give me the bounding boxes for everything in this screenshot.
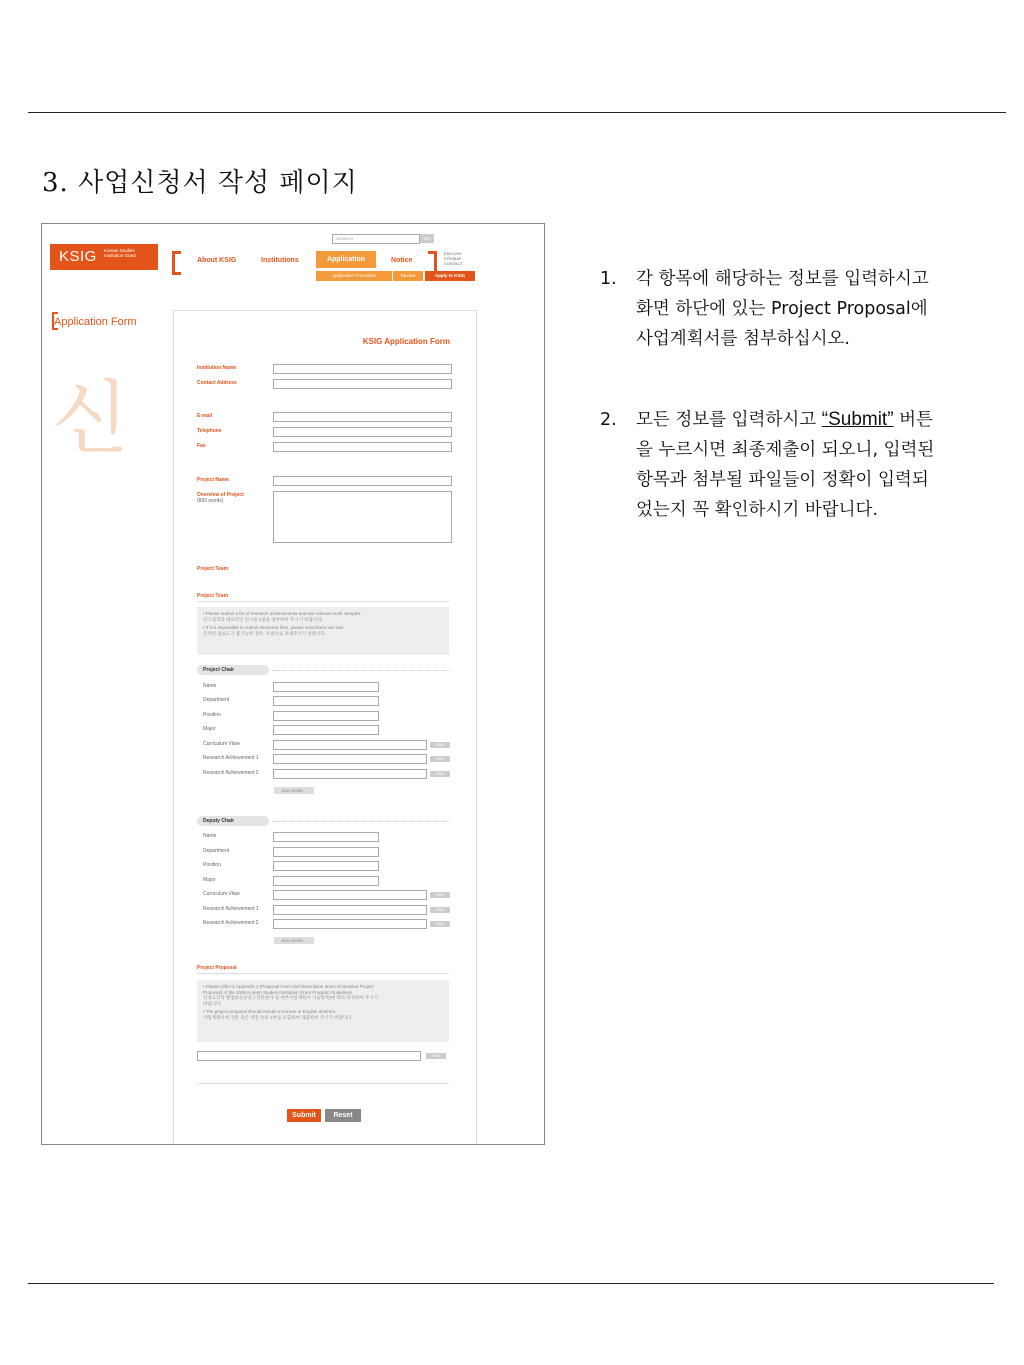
util-english[interactable]: ENGLISH bbox=[444, 251, 462, 256]
proposal-note-line: Proposal) of the 2008 Korean Studies Institution Grant Program Guidelines. bbox=[203, 989, 354, 995]
util-contact[interactable]: CONTACT bbox=[444, 261, 464, 266]
nav-application[interactable]: Application bbox=[316, 251, 376, 268]
deputy-department-input[interactable] bbox=[273, 847, 379, 857]
search-go-button[interactable]: GO bbox=[420, 234, 434, 243]
proposal-note-line: 신청요강의 별첨2(신규연구진흥분야 및 세부사업계획서 기술항목)에 따라 작성하여 주시기 bbox=[203, 995, 379, 1000]
telephone-input[interactable] bbox=[273, 427, 452, 437]
instruction-1-number: 1. bbox=[600, 269, 617, 289]
divider bbox=[272, 670, 450, 671]
deputy-label-ra2: Research Achievement 2 bbox=[203, 920, 259, 926]
chair-label-major: Major bbox=[203, 726, 216, 732]
proposal-note-line: 바랍니다. bbox=[203, 1000, 222, 1006]
chair-major-input[interactable] bbox=[273, 725, 379, 735]
chair-label-cv: Curriculum Vitae bbox=[203, 741, 240, 747]
bottom-rule bbox=[28, 1283, 994, 1284]
logo-ksig-text: KSIG bbox=[59, 248, 97, 265]
chair-ra2-input[interactable] bbox=[273, 769, 427, 779]
label-overview-sub: (800 words) bbox=[197, 498, 224, 504]
deputy-major-input[interactable] bbox=[273, 876, 379, 886]
search-input[interactable]: SEARCH bbox=[332, 234, 420, 244]
deputy-chair-header: Deputy Chair bbox=[197, 816, 269, 826]
subnav-review[interactable]: Review bbox=[393, 271, 423, 281]
chair-ra2-find-button[interactable]: FIND bbox=[430, 771, 450, 777]
instruction-2-post: 버튼 bbox=[893, 410, 933, 430]
proposal-find-button[interactable]: FIND bbox=[426, 1053, 446, 1059]
chair-name-input[interactable] bbox=[273, 682, 379, 692]
application-form-screenshot bbox=[41, 223, 545, 1145]
project-name-input[interactable] bbox=[273, 476, 452, 486]
label-project-proposal: Project Proposal bbox=[197, 965, 237, 971]
chair-department-input[interactable] bbox=[273, 696, 379, 706]
label-overview: Overview of Project bbox=[197, 492, 244, 498]
nav-about-ksig[interactable]: About KSIG bbox=[197, 257, 237, 264]
chair-label-department: Department bbox=[203, 697, 230, 703]
side-title: Application Form bbox=[54, 316, 137, 328]
deputy-label-department: Department bbox=[203, 848, 230, 854]
proposal-note-line: 사업계획서에 국문 혹은 영문 초록 1부를 포함하여 제출하여 주시기 바랍니다. bbox=[203, 1014, 353, 1020]
label-fax: Fax bbox=[197, 443, 206, 449]
institution-name-input[interactable] bbox=[273, 364, 452, 374]
chair-label-ra2: Research Achievement 2 bbox=[203, 770, 259, 776]
deputy-position-input[interactable] bbox=[273, 861, 379, 871]
instruction-2-submit-word: “Submit” bbox=[821, 409, 894, 430]
subnav-apply[interactable]: Apply to KSIG bbox=[425, 271, 475, 281]
deputy-ra1-input[interactable] bbox=[273, 905, 427, 915]
fax-input[interactable] bbox=[273, 442, 452, 452]
page-title: 3. 사업신청서 작성 페이지 bbox=[42, 168, 358, 198]
team-note-line: 온라인 업로드가 불가능한 경우, 우편으로 보내주시기 바랍니다. bbox=[203, 630, 327, 636]
divider bbox=[197, 1083, 449, 1084]
deputy-name-input[interactable] bbox=[273, 832, 379, 842]
chair-add-more-button[interactable]: ADD MORE... bbox=[274, 787, 314, 794]
email-input[interactable] bbox=[273, 412, 452, 422]
proposal-file-input[interactable] bbox=[197, 1051, 421, 1061]
chair-cv-input[interactable] bbox=[273, 740, 427, 750]
deputy-label-name: Name bbox=[203, 833, 217, 839]
instruction-2-first-line bbox=[636, 405, 976, 435]
deputy-label-position: Position bbox=[203, 862, 221, 868]
team-note-line: • If it is impossible to submit electronic files, please send them via mail. bbox=[203, 625, 344, 630]
nav-notice[interactable]: Notice bbox=[391, 257, 413, 264]
deputy-add-more-button[interactable]: ADD MORE... bbox=[274, 937, 314, 944]
deputy-label-major: Major bbox=[203, 877, 216, 883]
label-contact-address: Contact Address bbox=[197, 380, 237, 386]
reset-button[interactable]: Reset bbox=[325, 1109, 361, 1122]
instruction-2 bbox=[600, 405, 1000, 529]
chair-label-position: Position bbox=[203, 712, 221, 718]
deputy-label-cv: Curriculum Vitae bbox=[203, 891, 240, 897]
nav-institutions[interactable]: Institutions bbox=[261, 257, 299, 264]
instruction-2-line: 항목과 첨부될 파일들이 정확이 입력되 bbox=[636, 470, 929, 490]
nav-bracket-left-icon bbox=[172, 251, 181, 275]
chair-ra1-input[interactable] bbox=[273, 754, 427, 764]
form-panel bbox=[173, 310, 477, 1145]
overview-textarea[interactable] bbox=[273, 491, 452, 543]
divider bbox=[272, 821, 450, 822]
contact-address-input[interactable] bbox=[273, 379, 452, 389]
deputy-ra2-input[interactable] bbox=[273, 919, 427, 929]
label-project-team-1: Project Team bbox=[197, 566, 229, 572]
watermark-glyph-icon: 신 bbox=[52, 372, 130, 465]
form-heading: KSIG Application Form bbox=[362, 337, 450, 346]
deputy-cv-find-button[interactable]: FIND bbox=[430, 892, 450, 898]
label-project-name: Project Name bbox=[197, 477, 229, 483]
chair-position-input[interactable] bbox=[273, 711, 379, 721]
util-sitemap[interactable]: SITEMAP bbox=[444, 256, 462, 261]
instruction-1-line: 사업계획서를 첨부하십시오. bbox=[636, 329, 850, 349]
chair-label-ra1: Research Achievement 1 bbox=[203, 755, 259, 761]
chair-label-name: Name bbox=[203, 683, 217, 689]
team-note-line: • Please submit a list of research achievements and two relevant work samples. bbox=[203, 611, 362, 616]
deputy-ra2-find-button[interactable]: FIND bbox=[430, 921, 450, 927]
chair-ra1-find-button[interactable]: FIND bbox=[430, 756, 450, 762]
instruction-2-number: 2. bbox=[600, 410, 617, 430]
top-rule bbox=[28, 112, 1006, 113]
ksig-logo[interactable] bbox=[50, 244, 158, 270]
instruction-2-line: 을 누르시면 최종제출이 되오니, 입력된 bbox=[636, 440, 935, 460]
submit-button[interactable]: Submit bbox=[287, 1109, 321, 1122]
divider bbox=[197, 601, 449, 602]
utility-links bbox=[444, 251, 463, 266]
label-telephone: Telephone bbox=[197, 428, 222, 434]
proposal-note-line: • The project proposal should include a Korean or English abstract. bbox=[203, 1009, 337, 1014]
deputy-label-ra1: Research Achievement 1 bbox=[203, 906, 259, 912]
divider bbox=[197, 973, 449, 974]
proposal-note bbox=[197, 980, 449, 1042]
instruction-1 bbox=[600, 264, 1000, 356]
project-chair-header: Project Chair bbox=[197, 665, 269, 675]
deputy-ra1-find-button[interactable]: FIND bbox=[430, 907, 450, 913]
team-note-line: 연구업적과 대표적인 연구물 2종을 첨부하여 주시기 바랍니다. bbox=[203, 616, 323, 622]
subnav-application-procedure[interactable]: Application Procedure bbox=[316, 271, 392, 281]
instruction-2-pre: 모든 정보를 입력하시고 bbox=[636, 410, 822, 430]
instruction-2-line: 었는지 꼭 확인하시기 바랍니다. bbox=[636, 500, 879, 520]
chair-cv-find-button[interactable]: FIND bbox=[430, 742, 450, 748]
instruction-1-line: 각 항목에 해당하는 정보를 입력하시고 bbox=[636, 269, 929, 289]
label-institution-name: Institution Name bbox=[197, 365, 237, 371]
team-note bbox=[197, 607, 449, 655]
deputy-cv-input[interactable] bbox=[273, 890, 427, 900]
logo-subtitle: Korean Studies Institution Grant bbox=[104, 248, 136, 258]
label-project-team-2: Project Team bbox=[197, 593, 229, 599]
proposal-note-line: • Please refer to Appendix 2 (Proposal Form and Description Items of Detailed Project bbox=[203, 984, 374, 989]
label-email: E-mail bbox=[197, 413, 213, 419]
instruction-1-line: 화면 하단에 있는 Project Proposal에 bbox=[636, 299, 928, 319]
